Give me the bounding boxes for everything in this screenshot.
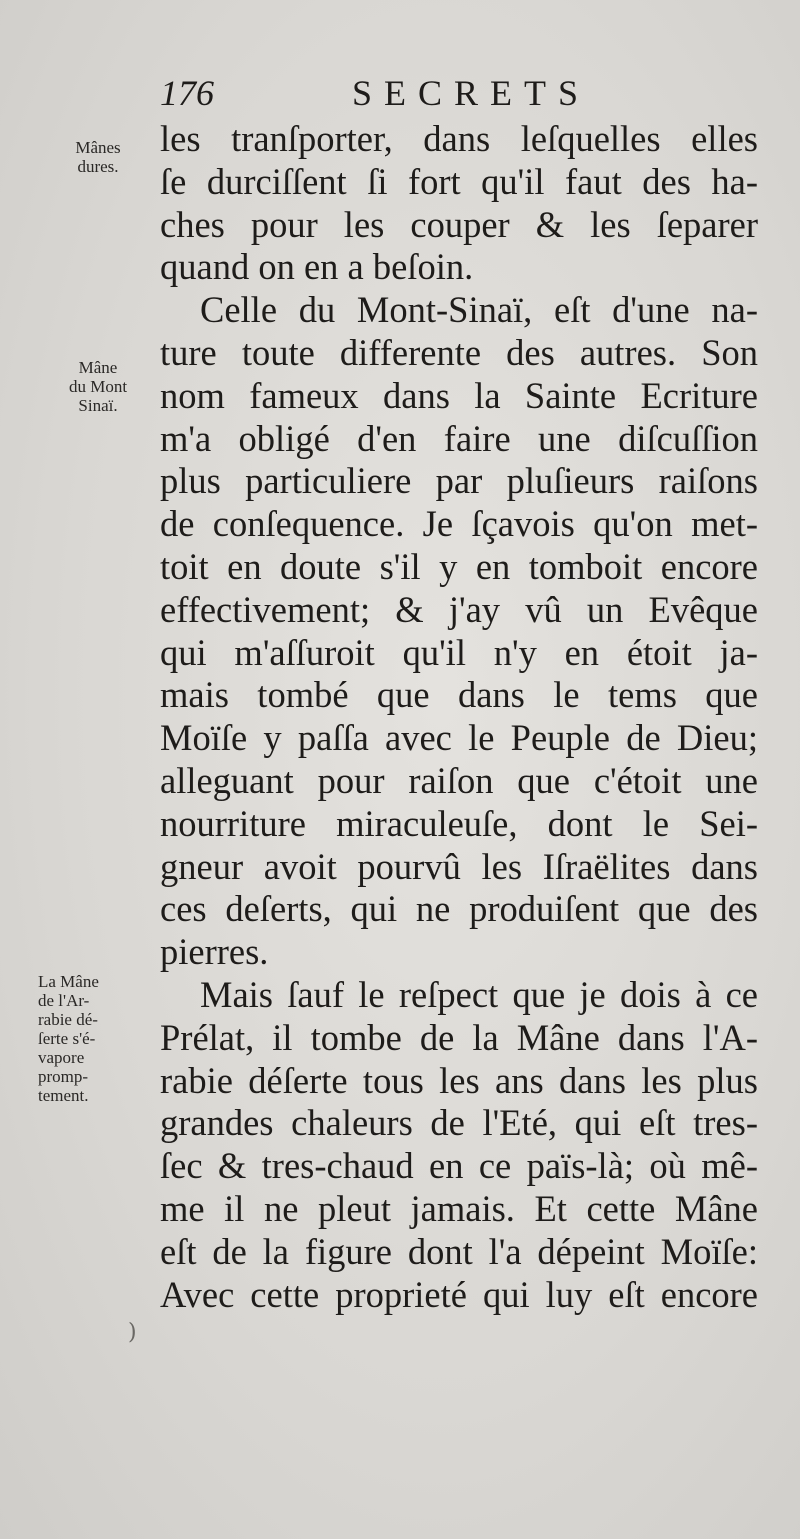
text-line: rabie déſerte tous les ans dans les plus	[160, 1059, 758, 1101]
text-line: m'a obligé d'en faire une diſcuſſion	[160, 417, 758, 459]
body-text	[160, 118, 758, 1316]
text-line: me il ne pleut jamais. Et cette Mâne	[160, 1187, 758, 1229]
text-line: eſt de la figure dont l'a dépeint Moïſe:	[160, 1230, 758, 1272]
text-line: de conſequence. Je ſçavois qu'on met-	[160, 503, 758, 545]
margin-note-line: La Mâne	[38, 972, 99, 991]
stray-mark: )	[128, 1320, 137, 1345]
margin-note-line: du Mont	[68, 377, 128, 396]
text-line: pierres.	[160, 931, 269, 973]
margin-note-manes-dures	[42, 138, 154, 176]
margin-note-line: vapore	[38, 1048, 85, 1067]
text-line: ſec & tres-chaud en ce païs-là; où mê-	[160, 1145, 758, 1187]
margin-note-line: rabie dé-	[38, 1010, 98, 1029]
margin-note-line: ſerte s'é-	[38, 1029, 96, 1048]
text-line: nourriture miraculeuſe, dont le Sei-	[160, 802, 758, 844]
running-head: SECRETS	[352, 73, 591, 113]
text-line: plus particuliere par pluſieurs raiſons	[160, 460, 758, 502]
margin-note-mane-arabie	[38, 972, 158, 1105]
text-line: ſe durciſſent ſi fort qu'il faut des ha-	[160, 160, 758, 202]
text-line: effectivement; & j'ay vû un Evêque	[160, 588, 758, 630]
margin-note-line: Mâne	[78, 358, 118, 377]
page-number: 176	[160, 73, 214, 113]
text-line: Mais ſauf le reſpect que je dois à ce	[200, 973, 758, 1015]
margin-note-line: Mânes	[75, 138, 121, 157]
margin-note-line: Sinaï.	[78, 396, 118, 415]
text-line: grandes chaleurs de l'Eté, qui eſt tres-	[160, 1102, 758, 1144]
text-line: mais tombé que dans le tems que	[160, 674, 758, 716]
page-header	[160, 72, 760, 116]
margin-note-line: de l'Ar-	[38, 991, 90, 1010]
margin-note-line: promp-	[38, 1067, 89, 1086]
text-line: Avec cette proprieté qui luy eſt encore	[160, 1273, 758, 1315]
margin-note-line: dures.	[77, 157, 119, 176]
text-line: Moïſe y paſſa avec le Peuple de Dieu;	[160, 717, 758, 759]
margin-note-line: tement.	[38, 1086, 89, 1105]
text-line: ture toute differente des autres. Son	[160, 331, 758, 373]
text-line: nom fameux dans la Sainte Ecriture	[160, 374, 758, 416]
text-line: gneur avoit pourvû les Iſraëlites dans	[160, 845, 758, 887]
text-line: toit en doute s'il y en tomboit encore	[160, 545, 758, 587]
text-line: qui m'aſſuroit qu'il n'y en étoit ja-	[160, 631, 758, 673]
text-line: Prélat, il tombe de la Mâne dans l'A-	[160, 1016, 758, 1058]
margin-note-mane-sinai	[42, 358, 154, 415]
text-line: ches pour les couper & les ſeparer	[160, 203, 758, 245]
text-line: ces deſerts, qui ne produiſent que des	[160, 888, 758, 930]
text-line: les tranſporter, dans leſquelles elles	[160, 118, 758, 159]
text-line: alleguant pour raiſon que c'étoit une	[160, 759, 758, 801]
text-line: quand on en a beſoin.	[160, 246, 474, 288]
text-line: Celle du Mont-Sinaï, eſt d'une na-	[200, 289, 758, 331]
